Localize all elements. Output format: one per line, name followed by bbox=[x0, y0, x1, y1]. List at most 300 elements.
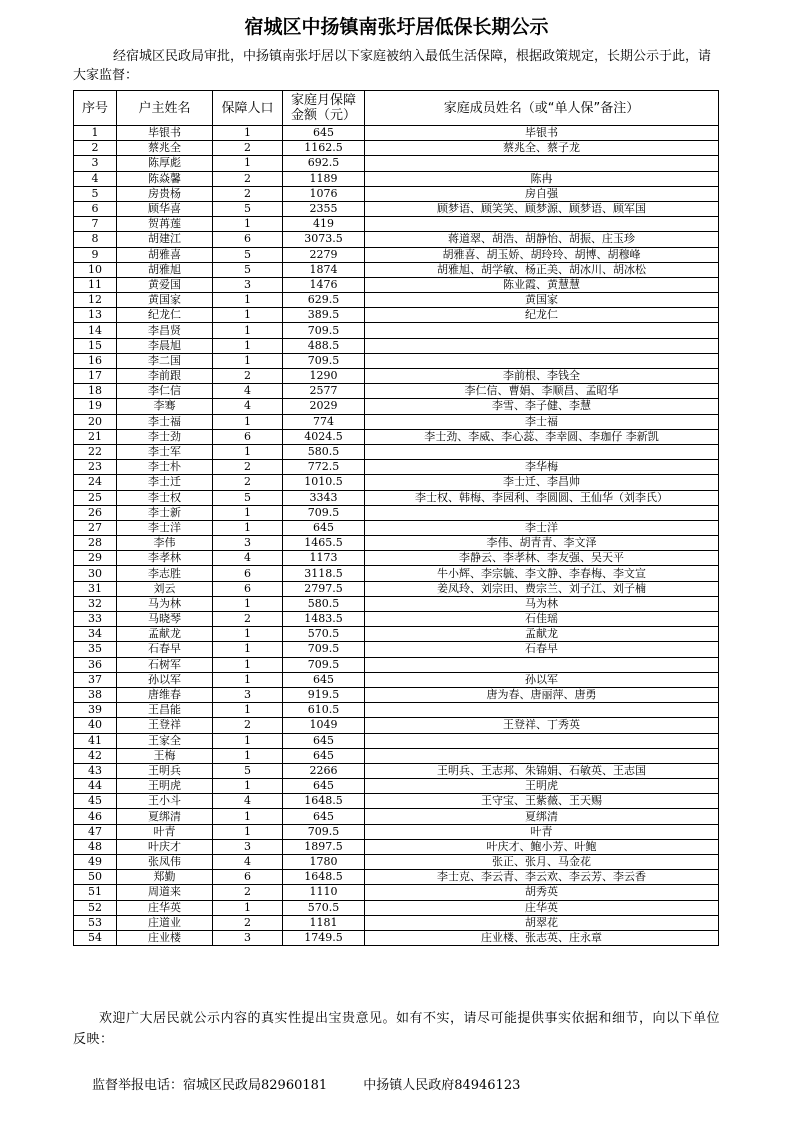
cell-name: 王小斗 bbox=[117, 794, 213, 809]
cell-members bbox=[365, 217, 719, 232]
cell-amount: 2279 bbox=[283, 247, 365, 262]
cell-amount: 1483.5 bbox=[283, 612, 365, 627]
cell-no: 41 bbox=[74, 733, 117, 748]
cell-name: 李士军 bbox=[117, 444, 213, 459]
cell-count: 1 bbox=[213, 824, 283, 839]
table-row bbox=[74, 156, 719, 171]
header-amount-line1: 家庭月保障 bbox=[290, 93, 356, 108]
cell-count: 1 bbox=[213, 900, 283, 915]
cell-name: 李昌贤 bbox=[117, 323, 213, 338]
cell-amount: 645 bbox=[283, 733, 365, 748]
table-row bbox=[74, 323, 719, 338]
table-row bbox=[74, 460, 719, 475]
cell-members: 毕银书 bbox=[365, 126, 719, 141]
cell-name: 李晨旭 bbox=[117, 338, 213, 353]
cell-amount: 1010.5 bbox=[283, 475, 365, 490]
cell-amount: 1049 bbox=[283, 718, 365, 733]
cell-name: 房贵杨 bbox=[117, 186, 213, 201]
cell-members: 牛小辉、李宗毓、李文静、李春梅、李文宣 bbox=[365, 566, 719, 581]
cell-count: 1 bbox=[213, 520, 283, 535]
cell-count: 1 bbox=[213, 779, 283, 794]
cell-members: 庄华英 bbox=[365, 900, 719, 915]
cell-no: 33 bbox=[74, 612, 117, 627]
table-row bbox=[74, 612, 719, 627]
cell-count: 1 bbox=[213, 733, 283, 748]
cell-count: 6 bbox=[213, 566, 283, 581]
header-amount bbox=[283, 91, 365, 126]
cell-members: 李伟、胡青青、李文泽 bbox=[365, 536, 719, 551]
cell-amount: 570.5 bbox=[283, 627, 365, 642]
cell-name: 马为林 bbox=[117, 596, 213, 611]
contact-town: 中扬镇人民政府84946123 bbox=[363, 1078, 521, 1093]
table-row bbox=[74, 232, 719, 247]
cell-amount: 1780 bbox=[283, 855, 365, 870]
cell-name: 陈焱馨 bbox=[117, 171, 213, 186]
table-row bbox=[74, 186, 719, 201]
cell-members: 李士克、李云青、李云欢、李云芳、李云香 bbox=[365, 870, 719, 885]
cell-count: 1 bbox=[213, 217, 283, 232]
cell-no: 37 bbox=[74, 672, 117, 687]
table-row bbox=[74, 915, 719, 930]
cell-members: 蔡兆全、蔡子龙 bbox=[365, 141, 719, 156]
document-title: 宿城区中扬镇南张圩居低保长期公示 bbox=[244, 16, 549, 38]
cell-amount: 629.5 bbox=[283, 293, 365, 308]
cell-name: 李士迁 bbox=[117, 475, 213, 490]
table-header-row bbox=[74, 91, 719, 126]
cell-no: 43 bbox=[74, 763, 117, 778]
cell-members: 顾梦语、顾笑笑、顾梦源、顾梦语、顾军国 bbox=[365, 201, 719, 216]
cell-name: 李二国 bbox=[117, 353, 213, 368]
cell-amount: 645 bbox=[283, 126, 365, 141]
cell-name: 陈厚彪 bbox=[117, 156, 213, 171]
header-no: 序号 bbox=[74, 91, 117, 126]
table-row bbox=[74, 308, 719, 323]
cell-members bbox=[365, 353, 719, 368]
cell-amount: 1749.5 bbox=[283, 930, 365, 945]
cell-name: 夏绑清 bbox=[117, 809, 213, 824]
cell-members: 陈冉 bbox=[365, 171, 719, 186]
cell-no: 14 bbox=[74, 323, 117, 338]
cell-amount: 3118.5 bbox=[283, 566, 365, 581]
table-row bbox=[74, 566, 719, 581]
cell-members: 马为林 bbox=[365, 596, 719, 611]
table-row bbox=[74, 384, 719, 399]
cell-count: 1 bbox=[213, 126, 283, 141]
table-row bbox=[74, 338, 719, 353]
cell-amount: 419 bbox=[283, 217, 365, 232]
cell-count: 1 bbox=[213, 748, 283, 763]
cell-members: 李雪、李子健、李慧 bbox=[365, 399, 719, 414]
cell-amount: 645 bbox=[283, 809, 365, 824]
cell-members: 姜凤玲、刘宗田、费宗兰、刘子江、刘子楠 bbox=[365, 581, 719, 596]
cell-no: 46 bbox=[74, 809, 117, 824]
table-row bbox=[74, 809, 719, 824]
cell-members bbox=[365, 338, 719, 353]
cell-count: 2 bbox=[213, 141, 283, 156]
table-row bbox=[74, 748, 719, 763]
table-row bbox=[74, 399, 719, 414]
cell-count: 4 bbox=[213, 551, 283, 566]
cell-no: 50 bbox=[74, 870, 117, 885]
cell-no: 7 bbox=[74, 217, 117, 232]
cell-amount: 1110 bbox=[283, 885, 365, 900]
cell-name: 孙以军 bbox=[117, 672, 213, 687]
cell-name: 李仁信 bbox=[117, 384, 213, 399]
cell-no: 47 bbox=[74, 824, 117, 839]
cell-members: 王明虎 bbox=[365, 779, 719, 794]
cell-amount: 610.5 bbox=[283, 703, 365, 718]
cell-name: 叶青 bbox=[117, 824, 213, 839]
cell-count: 1 bbox=[213, 627, 283, 642]
cell-name: 毕银书 bbox=[117, 126, 213, 141]
cell-name: 刘云 bbox=[117, 581, 213, 596]
cell-no: 35 bbox=[74, 642, 117, 657]
table-row bbox=[74, 763, 719, 778]
cell-name: 胡建江 bbox=[117, 232, 213, 247]
cell-amount: 4024.5 bbox=[283, 429, 365, 444]
cell-no: 53 bbox=[74, 915, 117, 930]
cell-no: 23 bbox=[74, 460, 117, 475]
table-row bbox=[74, 885, 719, 900]
table-row bbox=[74, 369, 719, 384]
table-body bbox=[74, 126, 719, 946]
cell-name: 孟献龙 bbox=[117, 627, 213, 642]
cell-count: 3 bbox=[213, 277, 283, 292]
table-row bbox=[74, 520, 719, 535]
table-row bbox=[74, 870, 719, 885]
cell-name: 李志胜 bbox=[117, 566, 213, 581]
cell-amount: 389.5 bbox=[283, 308, 365, 323]
header-count: 保障人口 bbox=[213, 91, 283, 126]
cell-amount: 1290 bbox=[283, 369, 365, 384]
table-row bbox=[74, 141, 719, 156]
cell-amount: 709.5 bbox=[283, 505, 365, 520]
table-row bbox=[74, 171, 719, 186]
cell-amount: 3073.5 bbox=[283, 232, 365, 247]
cell-count: 2 bbox=[213, 171, 283, 186]
contact-label: 监督举报电话： bbox=[92, 1078, 184, 1093]
cell-no: 54 bbox=[74, 930, 117, 945]
cell-no: 19 bbox=[74, 399, 117, 414]
table-row bbox=[74, 779, 719, 794]
cell-amount: 1189 bbox=[283, 171, 365, 186]
table-row bbox=[74, 733, 719, 748]
cell-members: 孟献龙 bbox=[365, 627, 719, 642]
cell-no: 39 bbox=[74, 703, 117, 718]
cell-no: 2 bbox=[74, 141, 117, 156]
cell-count: 1 bbox=[213, 156, 283, 171]
cell-amount: 645 bbox=[283, 672, 365, 687]
cell-count: 1 bbox=[213, 338, 283, 353]
table-row bbox=[74, 824, 719, 839]
table-row bbox=[74, 444, 719, 459]
cell-amount: 580.5 bbox=[283, 444, 365, 459]
cell-members: 夏绑清 bbox=[365, 809, 719, 824]
table-row bbox=[74, 293, 719, 308]
cell-members: 蒋道翠、胡浩、胡静怡、胡振、庄玉珍 bbox=[365, 232, 719, 247]
cell-no: 8 bbox=[74, 232, 117, 247]
cell-members: 李仁信、曹娟、李顺昌、孟昭华 bbox=[365, 384, 719, 399]
cell-no: 24 bbox=[74, 475, 117, 490]
cell-name: 李士洋 bbox=[117, 520, 213, 535]
cell-no: 18 bbox=[74, 384, 117, 399]
cell-name: 王登祥 bbox=[117, 718, 213, 733]
cell-name: 纪龙仁 bbox=[117, 308, 213, 323]
cell-name: 周道来 bbox=[117, 885, 213, 900]
cell-amount: 2797.5 bbox=[283, 581, 365, 596]
cell-count: 1 bbox=[213, 596, 283, 611]
cell-no: 34 bbox=[74, 627, 117, 642]
cell-members: 李士洋 bbox=[365, 520, 719, 535]
table-row bbox=[74, 930, 719, 945]
cell-count: 1 bbox=[213, 657, 283, 672]
cell-members: 李士劲、李威、李心蕊、李幸圆、李珈仔 李新凯 bbox=[365, 429, 719, 444]
cell-count: 5 bbox=[213, 247, 283, 262]
cell-no: 42 bbox=[74, 748, 117, 763]
cell-no: 29 bbox=[74, 551, 117, 566]
cell-members bbox=[365, 505, 719, 520]
cell-name: 顾华喜 bbox=[117, 201, 213, 216]
table-row bbox=[74, 201, 719, 216]
cell-amount: 709.5 bbox=[283, 824, 365, 839]
cell-count: 1 bbox=[213, 323, 283, 338]
cell-amount: 1181 bbox=[283, 915, 365, 930]
cell-name: 王昌能 bbox=[117, 703, 213, 718]
cell-members: 李士迁、李昌帅 bbox=[365, 475, 719, 490]
cell-name: 李前跟 bbox=[117, 369, 213, 384]
cell-members: 纪龙仁 bbox=[365, 308, 719, 323]
cell-members: 孙以军 bbox=[365, 672, 719, 687]
cell-members: 庄业楼、张志英、庄永章 bbox=[365, 930, 719, 945]
cell-name: 马晓琴 bbox=[117, 612, 213, 627]
cell-count: 1 bbox=[213, 293, 283, 308]
cell-name: 王明兵 bbox=[117, 763, 213, 778]
cell-count: 4 bbox=[213, 794, 283, 809]
cell-name: 李士权 bbox=[117, 490, 213, 505]
cell-name: 李骞 bbox=[117, 399, 213, 414]
cell-count: 3 bbox=[213, 687, 283, 702]
cell-name: 李伟 bbox=[117, 536, 213, 551]
cell-no: 40 bbox=[74, 718, 117, 733]
cell-members bbox=[365, 444, 719, 459]
cell-members: 李士权、韩梅、李园利、李圆圆、王仙华（刘李氏） bbox=[365, 490, 719, 505]
cell-members: 叶青 bbox=[365, 824, 719, 839]
cell-no: 36 bbox=[74, 657, 117, 672]
cell-members: 石佳瑶 bbox=[365, 612, 719, 627]
header-members: 家庭成员姓名（或“单人保”备注） bbox=[365, 91, 719, 126]
table-row bbox=[74, 581, 719, 596]
cell-count: 5 bbox=[213, 490, 283, 505]
cell-count: 2 bbox=[213, 475, 283, 490]
table-row bbox=[74, 353, 719, 368]
cell-members: 王守宝、王紫薇、王天赐 bbox=[365, 794, 719, 809]
table-row bbox=[74, 475, 719, 490]
cell-name: 贺苒莲 bbox=[117, 217, 213, 232]
table-row bbox=[74, 277, 719, 292]
cell-amount: 709.5 bbox=[283, 642, 365, 657]
cell-amount: 2577 bbox=[283, 384, 365, 399]
cell-name: 黄爱国 bbox=[117, 277, 213, 292]
cell-name: 石树军 bbox=[117, 657, 213, 672]
cell-members bbox=[365, 657, 719, 672]
cell-members bbox=[365, 748, 719, 763]
cell-members: 张正、张月、马金花 bbox=[365, 855, 719, 870]
cell-members: 房自强 bbox=[365, 186, 719, 201]
cell-amount: 580.5 bbox=[283, 596, 365, 611]
cell-no: 5 bbox=[74, 186, 117, 201]
cell-members: 叶庆才、鲍小芳、叶鲍 bbox=[365, 839, 719, 854]
cell-amount: 1648.5 bbox=[283, 870, 365, 885]
cell-name: 王家全 bbox=[117, 733, 213, 748]
cell-count: 2 bbox=[213, 186, 283, 201]
intro-paragraph: 经宿城区民政局审批，中扬镇南张圩居以下家庭被纳入最低生活保障，根据政策规定，长期公示于此，请大家监督： bbox=[73, 49, 712, 83]
cell-amount: 2355 bbox=[283, 201, 365, 216]
cell-name: 黄国家 bbox=[117, 293, 213, 308]
cell-amount: 772.5 bbox=[283, 460, 365, 475]
table-row bbox=[74, 414, 719, 429]
cell-members: 陈业霞、黄慧慧 bbox=[365, 277, 719, 292]
header-amount-line2: 金额（元） bbox=[290, 108, 356, 123]
cell-members: 胡秀英 bbox=[365, 885, 719, 900]
cell-no: 17 bbox=[74, 369, 117, 384]
cell-name: 李士福 bbox=[117, 414, 213, 429]
cell-amount: 1897.5 bbox=[283, 839, 365, 854]
cell-name: 胡雅旭 bbox=[117, 262, 213, 277]
cell-amount: 1076 bbox=[283, 186, 365, 201]
cell-name: 庄道业 bbox=[117, 915, 213, 930]
cell-no: 51 bbox=[74, 885, 117, 900]
cell-count: 5 bbox=[213, 201, 283, 216]
table-row bbox=[74, 217, 719, 232]
cell-amount: 645 bbox=[283, 520, 365, 535]
cell-count: 1 bbox=[213, 308, 283, 323]
cell-no: 30 bbox=[74, 566, 117, 581]
cell-amount: 645 bbox=[283, 779, 365, 794]
cell-no: 10 bbox=[74, 262, 117, 277]
table-row bbox=[74, 657, 719, 672]
cell-count: 6 bbox=[213, 870, 283, 885]
cell-count: 1 bbox=[213, 353, 283, 368]
cell-members: 黄国家 bbox=[365, 293, 719, 308]
cell-name: 李士劲 bbox=[117, 429, 213, 444]
cell-no: 15 bbox=[74, 338, 117, 353]
cell-amount: 1173 bbox=[283, 551, 365, 566]
cell-amount: 919.5 bbox=[283, 687, 365, 702]
cell-members bbox=[365, 733, 719, 748]
cell-members bbox=[365, 703, 719, 718]
table-row bbox=[74, 627, 719, 642]
cell-members: 胡雅喜、胡玉娇、胡玲玲、胡博、胡穆峰 bbox=[365, 247, 719, 262]
cell-members: 胡翠花 bbox=[365, 915, 719, 930]
table-row bbox=[74, 490, 719, 505]
cell-no: 9 bbox=[74, 247, 117, 262]
cell-no: 3 bbox=[74, 156, 117, 171]
cell-name: 王明虎 bbox=[117, 779, 213, 794]
cell-no: 16 bbox=[74, 353, 117, 368]
cell-amount: 1162.5 bbox=[283, 141, 365, 156]
cell-count: 2 bbox=[213, 915, 283, 930]
cell-count: 3 bbox=[213, 930, 283, 945]
cell-members: 李士福 bbox=[365, 414, 719, 429]
cell-amount: 1476 bbox=[283, 277, 365, 292]
cell-amount: 2029 bbox=[283, 399, 365, 414]
cell-no: 52 bbox=[74, 900, 117, 915]
cell-members: 王明兵、王志邦、朱锦娟、石敏英、王志国 bbox=[365, 763, 719, 778]
cell-count: 6 bbox=[213, 232, 283, 247]
contact-line bbox=[92, 1077, 520, 1095]
cell-count: 2 bbox=[213, 460, 283, 475]
cell-amount: 570.5 bbox=[283, 900, 365, 915]
cell-name: 庄业楼 bbox=[117, 930, 213, 945]
cell-no: 13 bbox=[74, 308, 117, 323]
cell-members: 李静云、李孝林、李友强、吴天平 bbox=[365, 551, 719, 566]
cell-amount: 709.5 bbox=[283, 657, 365, 672]
cell-count: 4 bbox=[213, 384, 283, 399]
cell-no: 25 bbox=[74, 490, 117, 505]
cell-no: 49 bbox=[74, 855, 117, 870]
cell-no: 48 bbox=[74, 839, 117, 854]
table-row bbox=[74, 718, 719, 733]
cell-count: 2 bbox=[213, 885, 283, 900]
table-row bbox=[74, 672, 719, 687]
cell-amount: 709.5 bbox=[283, 323, 365, 338]
cell-amount: 488.5 bbox=[283, 338, 365, 353]
cell-members: 李前根、李钱全 bbox=[365, 369, 719, 384]
cell-no: 44 bbox=[74, 779, 117, 794]
cell-amount: 645 bbox=[283, 748, 365, 763]
cell-name: 蔡兆全 bbox=[117, 141, 213, 156]
cell-name: 张凤伟 bbox=[117, 855, 213, 870]
table-row bbox=[74, 703, 719, 718]
cell-count: 2 bbox=[213, 612, 283, 627]
cell-members: 王登祥、丁秀英 bbox=[365, 718, 719, 733]
cell-no: 32 bbox=[74, 596, 117, 611]
cell-members: 石春早 bbox=[365, 642, 719, 657]
table-row bbox=[74, 596, 719, 611]
cell-no: 20 bbox=[74, 414, 117, 429]
cell-members: 李华梅 bbox=[365, 460, 719, 475]
cell-no: 38 bbox=[74, 687, 117, 702]
contact-bureau: 宿城区民政局82960181 bbox=[183, 1078, 328, 1093]
table-row bbox=[74, 687, 719, 702]
cell-no: 4 bbox=[74, 171, 117, 186]
cell-no: 11 bbox=[74, 277, 117, 292]
cell-name: 叶庆才 bbox=[117, 839, 213, 854]
cell-name: 胡雅喜 bbox=[117, 247, 213, 262]
cell-count: 2 bbox=[213, 718, 283, 733]
cell-count: 1 bbox=[213, 505, 283, 520]
cell-name: 李孝林 bbox=[117, 551, 213, 566]
cell-name: 李士新 bbox=[117, 505, 213, 520]
cell-amount: 1648.5 bbox=[283, 794, 365, 809]
cell-no: 22 bbox=[74, 444, 117, 459]
cell-name: 庄华英 bbox=[117, 900, 213, 915]
cell-count: 1 bbox=[213, 809, 283, 824]
cell-count: 5 bbox=[213, 262, 283, 277]
cell-count: 3 bbox=[213, 536, 283, 551]
cell-members: 唐为春、唐丽萍、唐勇 bbox=[365, 687, 719, 702]
cell-count: 6 bbox=[213, 429, 283, 444]
cell-no: 31 bbox=[74, 581, 117, 596]
welfare-roster-table bbox=[73, 90, 719, 946]
cell-name: 郑勤 bbox=[117, 870, 213, 885]
cell-amount: 692.5 bbox=[283, 156, 365, 171]
cell-amount: 3343 bbox=[283, 490, 365, 505]
cell-no: 28 bbox=[74, 536, 117, 551]
cell-members bbox=[365, 156, 719, 171]
cell-count: 4 bbox=[213, 399, 283, 414]
cell-count: 1 bbox=[213, 672, 283, 687]
